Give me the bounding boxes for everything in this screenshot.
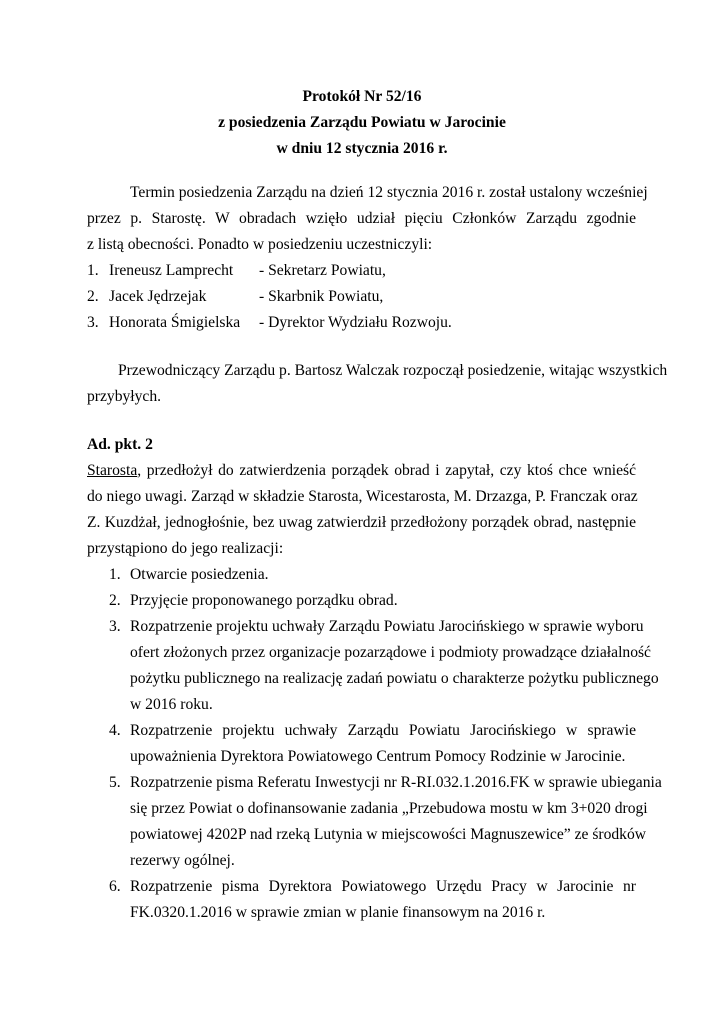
participant-role: - Dyrektor Wydziału Rozwoju.: [259, 314, 452, 331]
participant-name: Jacek Jędrzejak: [109, 288, 207, 305]
agenda-number: 2.: [109, 592, 121, 609]
section-line-1: [87, 463, 636, 479]
section-line-4: przystąpiono do jego realizacji:: [87, 540, 284, 557]
section-line-2: do niego uwagi. Zarząd w składzie Starosta, Wicestarosta, M. Drzazga, P. Franczak oraz: [87, 488, 638, 505]
agenda-item-6-line-2: FK.0320.1.2016 w sprawie zmian w planie finansowym na 2016 r.: [130, 904, 546, 921]
opening-line-1: Przewodniczący Zarządu p. Bartosz Walczak rozpoczął posiedzenie, witając wszystkich: [118, 362, 668, 379]
participant-role: - Skarbnik Powiatu,: [259, 288, 384, 305]
agenda-number: 4.: [109, 722, 121, 739]
agenda-item-5-line-1: Rozpatrzenie pisma Referatu Inwestycji nr R-RI.032.1.2016.FK w sprawie ubiegania: [130, 774, 662, 791]
agenda-item-3-line-3: pożytku publicznego na realizację zadań powiatu o charakterze pożytku publicznego: [130, 670, 659, 687]
agenda-number: 5.: [109, 774, 121, 791]
starosta-underlined: Starosta: [87, 462, 138, 479]
section-line-3: Z. Kuzdżał, jednogłośnie, bez uwag zatwierdził przedłożony porządek obrad, następnie: [87, 514, 636, 531]
agenda-item-1: Otwarcie posiedzenia.: [130, 566, 269, 583]
document-subtitle: z posiedzenia Zarządu Powiatu w Jarocinie: [218, 114, 506, 131]
agenda-item-3-line-4: w 2016 roku.: [130, 696, 213, 713]
agenda-number: 6.: [109, 878, 121, 895]
participant-number: 2.: [87, 288, 99, 305]
agenda-item-5-line-4: rezerwy ogólnej.: [130, 852, 235, 869]
agenda-item-4-line-2: upoważnienia Dyrektora Powiatowego Centrum Pomocy Rodzinie w Jarocinie.: [130, 748, 626, 765]
agenda-number: 1.: [109, 566, 121, 583]
participant-name: Honorata Śmigielska: [109, 314, 241, 331]
participant-number: 1.: [87, 262, 99, 279]
participant-row: [87, 289, 636, 305]
participant-row: [87, 315, 636, 331]
document-title: Protokół Nr 52/16: [302, 88, 422, 105]
agenda-item-4-line-1: Rozpatrzenie projektu uchwały Zarządu Powiatu Jarocińskiego w sprawie: [130, 722, 636, 739]
agenda-item-2: Przyjęcie proponowanego porządku obrad.: [130, 592, 398, 609]
opening-line-2: przybyłych.: [87, 388, 162, 405]
agenda-item-5-line-3: powiatowej 4202P nad rzeką Lutynia w miejscowości Magnuszewice” ze środków: [130, 826, 647, 843]
document-date: w dniu 12 stycznia 2016 r.: [276, 140, 448, 157]
participant-row: [87, 263, 636, 279]
agenda-item-3-line-2: ofert złożonych przez organizacje pozarządowe i podmioty prowadzące działalność: [130, 644, 651, 661]
agenda-item-5-line-2: się przez Powiat o dofinansowanie zadania „Przebudowa mostu w km 3+020 drogi: [130, 800, 648, 817]
participant-name: Ireneusz Lamprecht: [109, 262, 234, 279]
participant-role: - Sekretarz Powiatu,: [259, 262, 386, 279]
intro-line-1: Termin posiedzenia Zarządu na dzień 12 stycznia 2016 r. został ustalony wcześniej: [130, 184, 648, 201]
section-heading: Ad. pkt. 2: [87, 436, 153, 453]
agenda-item-3-line-1: Rozpatrzenie projektu uchwały Zarządu Powiatu Jarocińskiego w sprawie wyboru: [130, 618, 644, 635]
agenda-number: 3.: [109, 618, 121, 635]
participant-number: 3.: [87, 314, 99, 331]
agenda-item-6-line-1: Rozpatrzenie pisma Dyrektora Powiatowego Urzędu Pracy w Jarocinie nr: [130, 878, 636, 895]
intro-line-2: przez p. Starostę. W obradach wzięło udział pięciu Członków Zarządu zgodnie: [87, 210, 636, 227]
intro-line-3: z listą obecności. Ponadto w posiedzeniu uczestniczyli:: [87, 236, 433, 253]
section-line-1-rest: , przedłożył do zatwierdzenia porządek obrad i zapytał, czy ktoś chce wnieść: [137, 462, 636, 479]
